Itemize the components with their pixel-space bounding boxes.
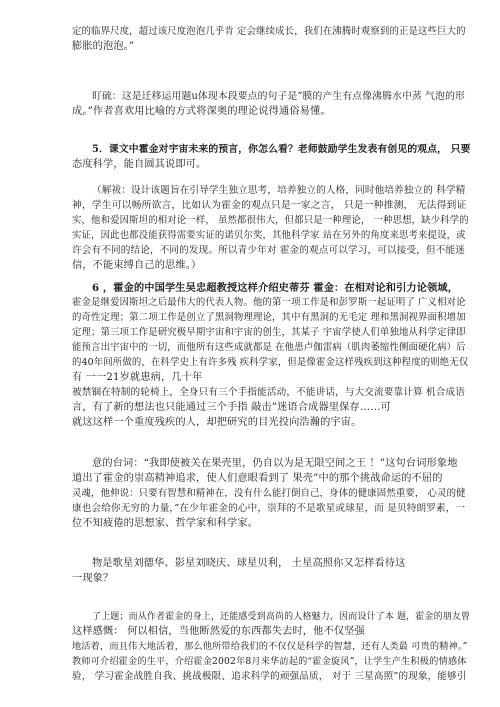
text-line: 地活着，而且伟大地活着，那么他所带给我们的不仅仅是科学的智慧，还有人类最 可贵的精神。” <box>72 641 468 652</box>
text-line: 定理；第三项工作是研究极早期宇宙和宇宙的创生，其某子 宇宙学使人们单独地从科学定律即 <box>72 327 466 338</box>
text-line: 言，有了新的想法也只能通过三个手指 敲击”迷语合成器里保存……可 <box>72 402 391 413</box>
question-6: 6 ，霍金的中国学生吴忠超教授这样介绍史蒂芬 霍金：在相对论和引力论领域， <box>92 282 459 294</box>
text-line: 霍金是继爱因斯坦之后最伟大的代表人物。他的第一项工作是和彭罗斯一起证明了 广义相对论 <box>72 297 466 308</box>
text-line: 能预言出宇宙中的一切，而他所有这些成就都是 在他患卢伽雷病（肌肉萎缩性侧面硬化病）后 <box>72 342 466 353</box>
text-line: 信，不能束缚自己的思维。） <box>72 260 202 271</box>
text-line: 意的台词：“我即使被关在果壳里，仍自以为是无限空间之王 ！”这句台词形象地 <box>92 458 458 469</box>
text-line: 神，学生可以畅所欲言，比如认为霍金的观点只是一家之言， 只是一种推测， 无法得到证 <box>72 200 467 211</box>
text-line: 这样感慨： 何以相信，当他断然爱的东西都失去时，他不仅坚强 <box>72 626 365 637</box>
text-line: 康也会给你无穷的力量，”在少年霍金的心中，崇拜的不是歌星或球星，而 是贝特朗罗素，一 <box>72 503 466 514</box>
analysis-paragraph: 了上题；而从作者霍金的身上，还能感受到高尚的人格魅力，因而设计了本 题，霍金的朋友曾 <box>92 612 471 622</box>
text-line: 有 一一21岁就患病，几十年 <box>72 372 203 383</box>
text-line: 被禁锢在特制的轮椅上，全身只有三个手指能活动，不能讲话，与大交流要靠计算 机合成语 <box>72 387 465 398</box>
text-line: 的40年间所做的，在科学史上有许多残 疾科学家，但是像霍金这样残疾到这种程度的则绝无仅 <box>72 357 469 368</box>
text-line: 许会有不同的结论，不同的发现。所以青少年对 霍金的观点可以学习，可以接受，但不能迷 <box>72 245 465 256</box>
text-line: 定的临界尺度，超过该尺度泡泡几乎肯 定会继续成长，我们在沸腾时观察到的正是这些巨大的 <box>72 26 466 37</box>
text-line: 盯硫：这是迁移运用题u体现本段要点的句子是“膜的产生有点像沸腾水中蒸 气泡的形 <box>92 91 465 102</box>
text-line: 的奇性定理；第二项工作是创立了黑洞物理理论，其中有黑洞的无毛定 理和黑洞视界面积增加 <box>72 312 466 323</box>
text-line: 一现象？ <box>72 573 114 584</box>
text-line: 膨胀的泡泡。” <box>72 41 135 52</box>
text-line: 道出了霍金的崇高精神追求，使人们意眼看到了 果壳”中的那个挑战命运的不屈的 <box>72 473 443 484</box>
text-line: 成。”作者喜欢用比喻的方式将深奥的理论说得通俗易懂。 <box>72 106 331 117</box>
text-line: 验， 学习霍金战胜自我、挑战极限、追求科学的顽强品质， 对于 三星高照”的现象，能够引 <box>72 671 467 682</box>
text-line: 位不知疲倦的思想家、哲学家和科学家。 <box>72 518 259 529</box>
text-line: 物是歌星刘德华、影星刘晓庆、球星贝利， 土星高照你又怎样看待这 <box>92 558 406 569</box>
analysis-paragraph: （解祓：设计该题旨在引导学生独立思考，培养独立的人格，同时他培养独立的 科学精 <box>92 185 466 196</box>
text-line: 教师可介绍霍金的生平，介绍霍金2002年8月来华訪起的“霍金旋风”，让学生产生积极的情感体 <box>72 656 467 667</box>
text-line: 就这这样一个重度残疾的人，却把研究的目光投向浩瀚的宇宙。 <box>72 417 362 428</box>
text-line: 灵魂，他伸说：只要有智慧和精神在，没有什么能打倒自己，身体的健康固然重要， 心灵的健 <box>72 488 466 499</box>
question-5: 5．课文中霍金对宇宙未来的预言，你怎么看？老师鼓励学生发表有创见的观点， 只要 <box>92 144 471 155</box>
text-line: 态度科学，能自圆其说即可。 <box>72 159 207 170</box>
text-line: 实，他和爱因斯坦的相对论一样， 虽然都很伟大，但都只是一种理论， 一种思想，缺少科学的 <box>72 215 469 226</box>
text-line: 实证，因此也都没能获得需要实证的诺贝尔奖，其他科学家 站在另外的角度来思考来提设，或 <box>72 230 466 241</box>
